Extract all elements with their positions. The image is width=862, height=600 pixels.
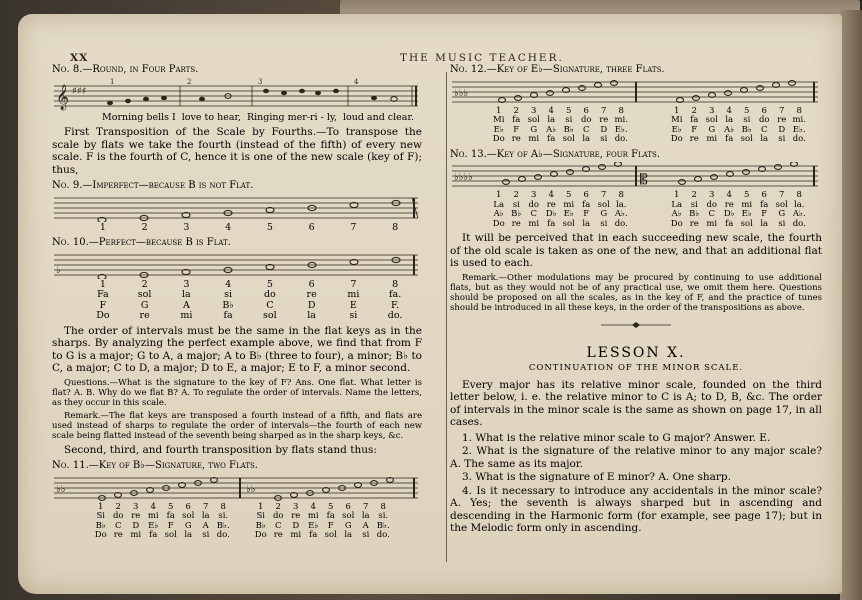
example-9-label: No. 9.—Imperfect—because B is not Flat. — [52, 180, 254, 191]
example-10-label: No. 10.—Perfect—because B is Flat. — [52, 237, 231, 248]
modulations-remark: Remark.—Other modulations may be procured by continuing to use additional flats, but as they would not be of any practical use, we omit them here. Questions should be proposed on all the scales, as in the key of F, and the practice of tunes should be introduced in all these keys, in the order of the transpositions as above. — [450, 272, 822, 313]
transposition-intro: Second, third, and fourth transposition by flats stand thus: — [64, 443, 377, 456]
example-8-label: No. 8.—Round, in Four Parts. — [52, 64, 199, 75]
lesson-heading: LESSON X. — [586, 344, 686, 361]
example-11-tables — [52, 503, 422, 541]
music-staff-10 — [52, 251, 422, 279]
question-1: 1. What is the relative minor scale to G major? Answer. E. — [462, 431, 771, 444]
music-staff-8 — [52, 78, 422, 112]
svg-text:1: 1 — [110, 77, 115, 86]
music-staff-9 — [52, 194, 422, 222]
question-4: 4. Is it necessary to introduce any accidentals in the minor scale? A. Yes; the seventh is always sharped but in ascending and descending in the Harmonic form (for example, see page 17); but in the Melodic form only in ascending. — [450, 484, 822, 534]
question-2: 2. What is the signature of the relative minor to any major scale? A. The same as its major. — [450, 445, 822, 470]
questions-note: Questions.—What is the signature to the key of F? Ans. One flat. What letter is flat? A. B. Why do we flat B? A. To regulate the order of intervals. Name the letters, as they occur in this scale. — [52, 377, 422, 408]
remark-note: Remark.—The flat keys are transposed a fourth instead of a fifth, and flats are used instead of sharps to regulate the order of intervals—the fourth of each new scale being flatted instead of the seventh being sharped as in the sharp keys, &c. — [52, 410, 422, 441]
example-11 — [52, 460, 422, 541]
svg-text:♯♯♯: ♯♯♯ — [72, 85, 87, 97]
treble-clef-icon: 𝄞 — [56, 84, 70, 110]
example-11-label: No. 11.—Key of B♭—Signature, two Flats. — [52, 460, 258, 471]
example-10 — [52, 237, 422, 322]
question-3: 3. What is the signature of E minor? A. One sharp. — [462, 471, 731, 483]
svg-text:♭♭♭♭: ♭♭♭♭ — [454, 172, 473, 183]
example-13 — [450, 149, 822, 230]
svg-text:𝄡: 𝄡 — [640, 172, 648, 188]
example-8 — [52, 64, 422, 123]
example-12 — [450, 64, 822, 145]
example-13-tables: 1 2 3 4 5 6 7 8 La si do re mi fa sol la. A♭ B♭ C D♭ E♭ F G A♭. Do re mi fa sol la si do. 1 2 3 4 5 6 7 8 La si do re mi fa sol la. A♭ B♭ C D♭ E♭ F G A♭. Do re mi fa sol la si do. — [492, 190, 806, 229]
book-spine-edge — [840, 10, 862, 600]
music-staff-11 — [52, 474, 422, 502]
example-10-table: 1 2 3 4 5 6 7 8 Fa sol la si do re mi fa. F G A B♭ C D E F. Do re mi fa sol la si do. — [96, 278, 403, 321]
column-divider — [446, 72, 447, 562]
example-11-table-a: 1 2 3 4 5 6 7 8 Si do re mi fa sol la si. B♭ C D E♭ F G A B♭. Do re mi fa sol la si do. — [94, 501, 230, 540]
running-title: THE MUSIC TEACHER. — [400, 52, 564, 64]
example-9-numbers: 1 2 3 4 5 6 7 8 — [99, 221, 399, 233]
lyrics-row: Morning bells I love to hear, Ringing mer-ri - ly, loud and clear. — [102, 111, 414, 123]
example-9 — [52, 180, 422, 233]
page-number: XX — [70, 52, 89, 64]
svg-text:♭♭: ♭♭ — [246, 483, 256, 495]
lesson-subheading: CONTINUATION OF THE MINOR SCALE. — [528, 363, 744, 373]
example-12-label: No. 12.—Key of E♭—Signature, three Flats. — [450, 64, 665, 75]
succeeding-scale-paragraph: It will be perceived that in each succeeding new scale, the fourth of the old scale is taken as one of the new, and that an additional flat is used to each. — [450, 232, 822, 269]
svg-text:♭: ♭ — [56, 264, 61, 276]
svg-text:♭♭♭: ♭♭♭ — [454, 87, 469, 99]
transposition-paragraph: First Transposition of the Scale by Fourths.—To transpose the scale by flats we take the fourth (instead of the fifth) of every new scale. F is the fourth of C, hence it is one of the new scale (key of F); thus, — [52, 126, 422, 176]
example-12-tables: 1 2 3 4 5 6 7 8 Mi fa sol la si do re mi. E♭ F G A♭ B♭ C D E♭. Do re mi fa sol la si do. 1 2 3 4 5 6 7 8 Mi fa sol la si do re mi. E♭ F G A♭ B♭ C D E♭. Do re mi fa sol la si do. — [492, 105, 806, 144]
svg-text:♭♭: ♭♭ — [56, 483, 66, 495]
intervals-paragraph: The order of intervals must be the same in the flat keys as in the sharps. By analyzing the perfect example above, we find that from F to G is a major; G to A, a major; A to B♭ (three to four), a minor; B♭ to C, a major; C to D, a major; D to E, a major; E to F, a minor second. — [52, 324, 422, 374]
example-11-table-b: 1 2 3 4 5 6 7 8 Si do re mi fa sol la si. B♭ C D E♭ F G A B♭. Do re mi fa sol la si do. — [254, 501, 390, 540]
example-13-label: No. 13.—Key of A♭—Signature, four Flats. — [450, 148, 661, 160]
music-staff-12 — [450, 78, 822, 106]
svg-text:2: 2 — [187, 77, 192, 86]
music-staff-13 — [450, 162, 822, 190]
right-column — [450, 60, 822, 536]
relative-minor-paragraph: Every major has its relative minor scale, founded on the third letter below, i. e. the relative minor to C is A; to D, B, &c. The order of intervals in the minor scale is the same as shown on page 17, in all cases. — [450, 378, 822, 428]
ornament-divider-icon — [601, 321, 671, 329]
left-column — [52, 60, 422, 541]
svg-text:4: 4 — [354, 77, 359, 86]
svg-text:3: 3 — [258, 77, 263, 86]
